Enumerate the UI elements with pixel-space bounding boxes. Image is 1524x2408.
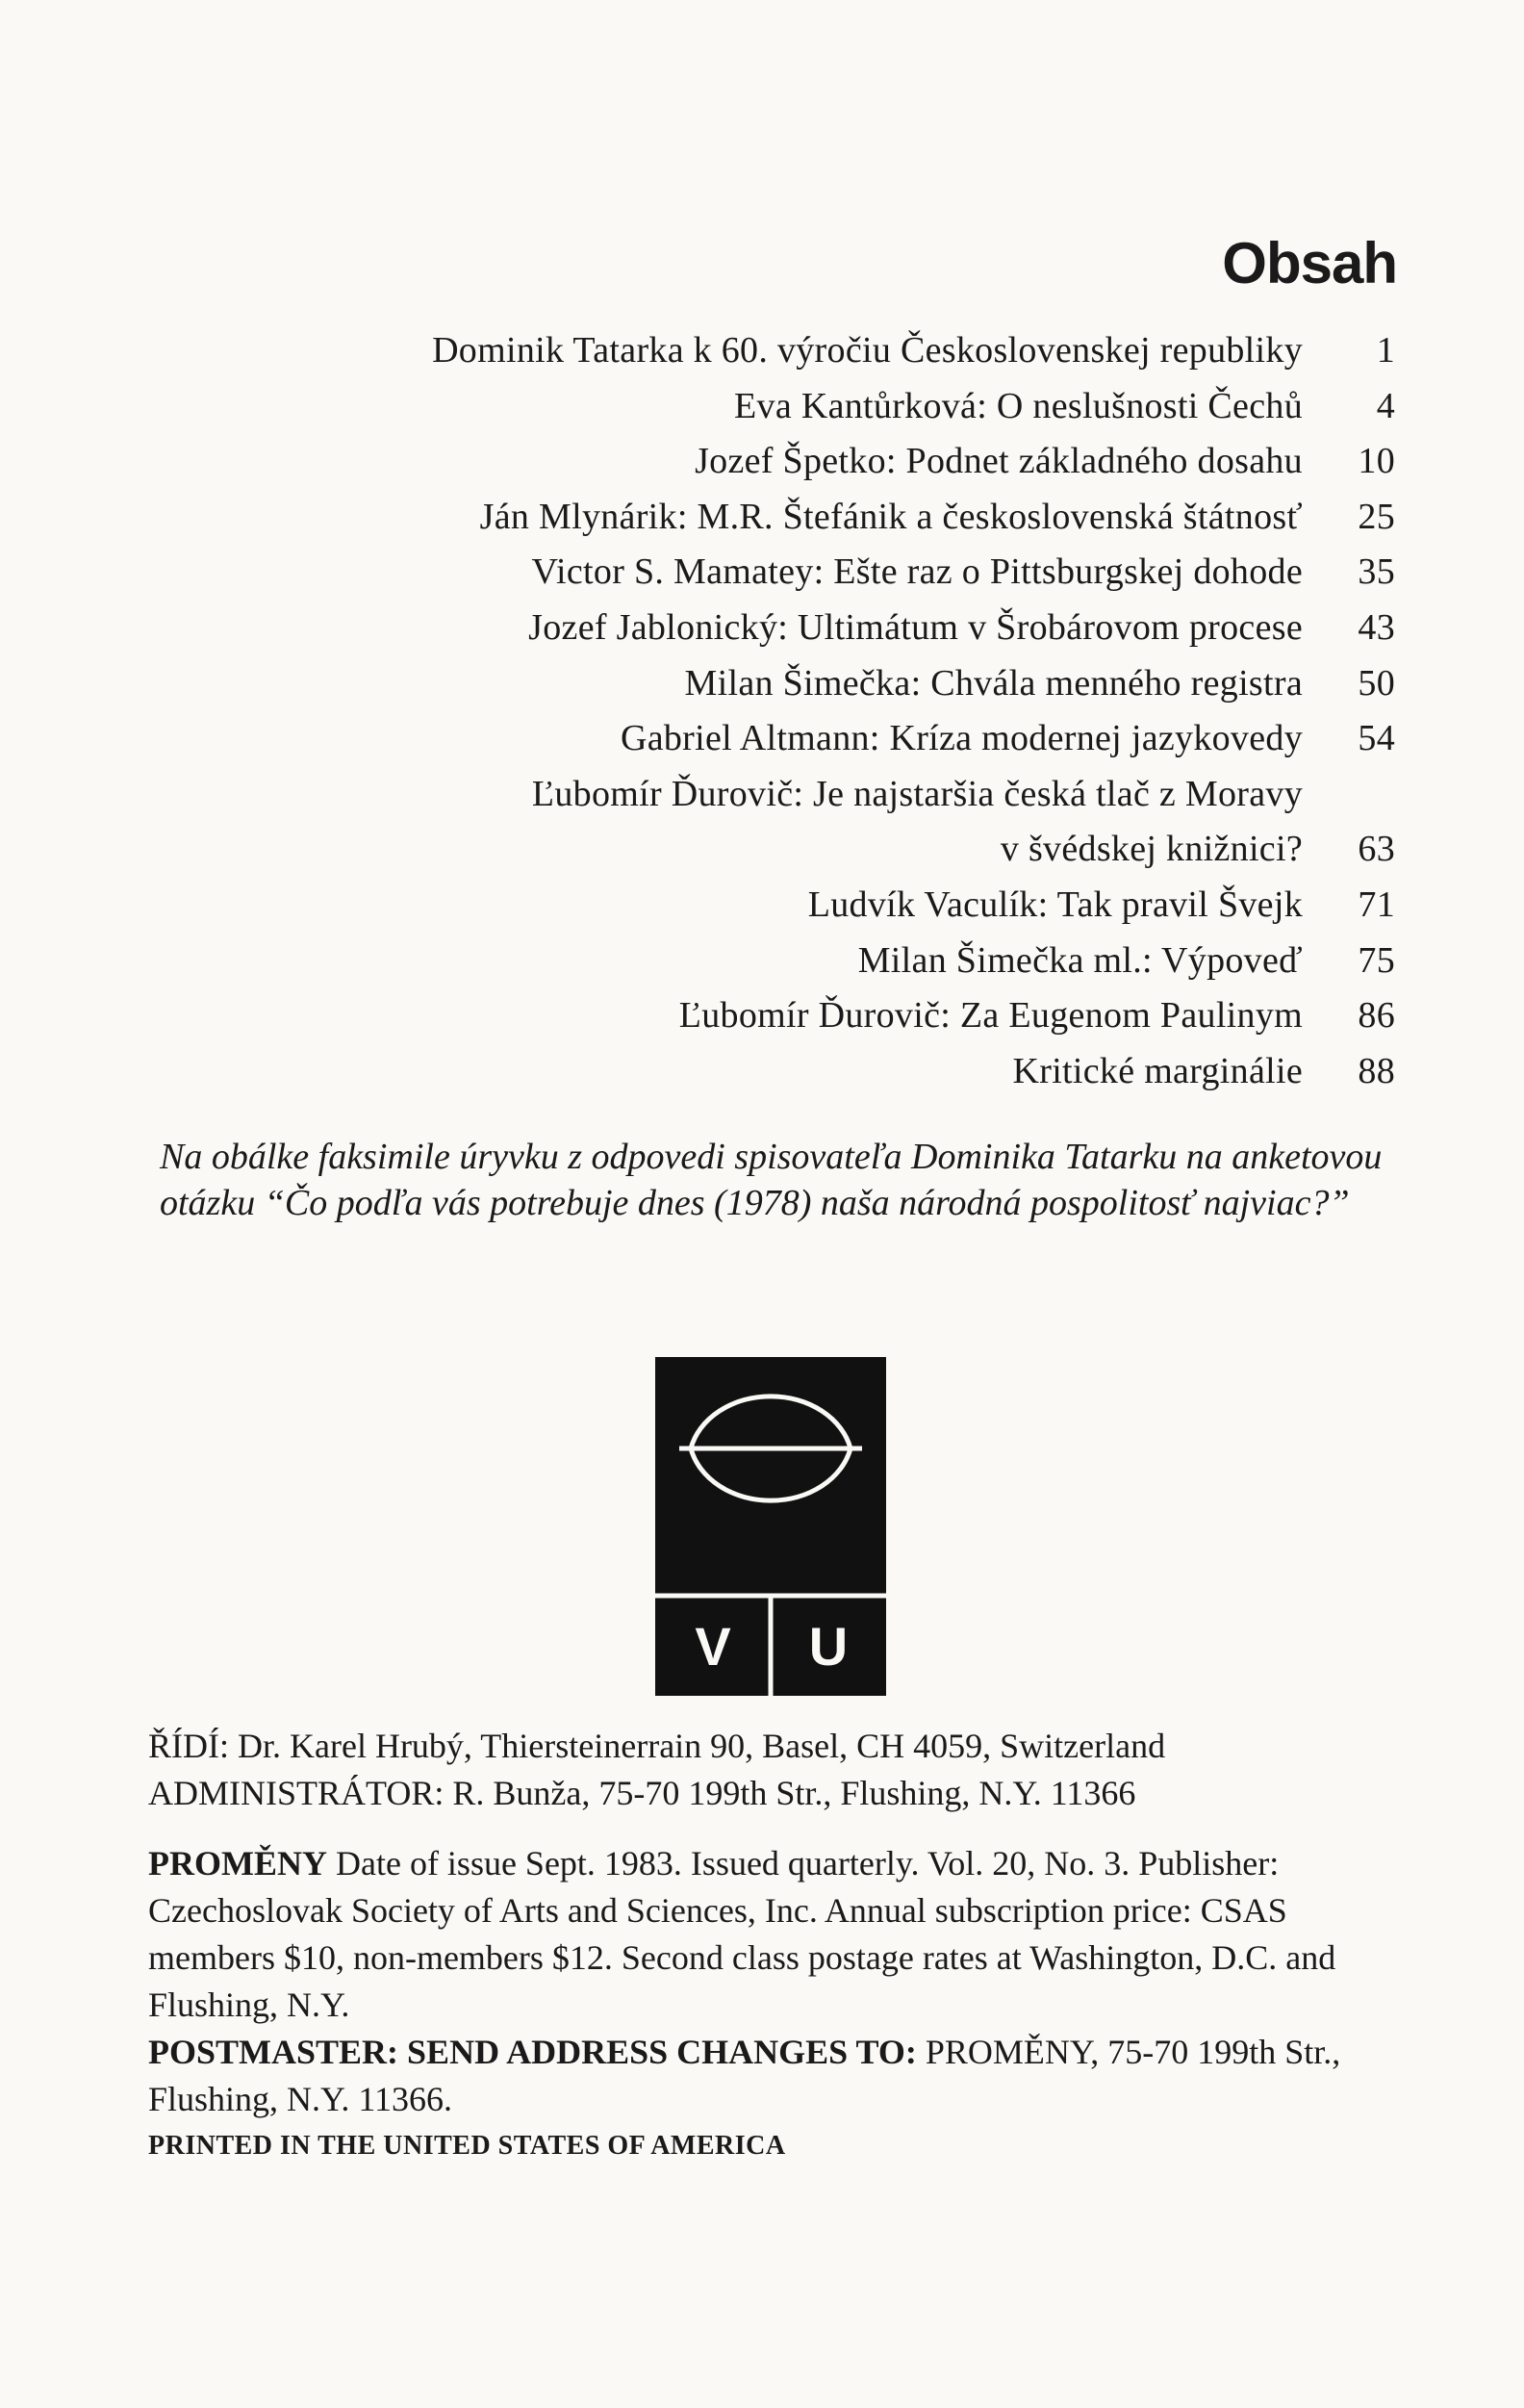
- publication-info: [148, 1840, 1399, 2123]
- postmaster-address: PROMĚNY, 75-70 199th Str., Flushing, N.Y. 11366.: [148, 2033, 1341, 2118]
- toc-entry: [154, 379, 1395, 435]
- toc-entry-page: 25: [1358, 496, 1395, 537]
- toc-entry-page: 35: [1358, 551, 1395, 593]
- toc-entry-title: Milan Šimečka ml.: Výpoveď: [857, 939, 1303, 981]
- toc-entry: [154, 1044, 1395, 1100]
- toc-entry-page: 43: [1358, 606, 1395, 648]
- toc-entry: [154, 988, 1395, 1044]
- editor-info: [148, 1723, 1399, 1817]
- toc-entry-page: 88: [1358, 1050, 1395, 1091]
- toc-entry-title: Ján Mlynárik: M.R. Štefánik a československá štátnosť: [479, 496, 1303, 537]
- toc-entry: [154, 656, 1395, 712]
- toc-entry: [154, 878, 1395, 934]
- toc-entry-title: Dominik Tatarka k 60. výročiu Československej republiky: [432, 330, 1303, 371]
- administrator-address: R. Bunža, 75-70 199th Str., Flushing, N.Y. 11366: [452, 1774, 1136, 1812]
- toc-entry: [154, 822, 1395, 878]
- editor-label: ŘÍDÍ:: [148, 1727, 229, 1765]
- toc-entry-title: Kritické marginálie: [1012, 1050, 1303, 1091]
- toc-entry-title: Eva Kantůrková: O neslušnosti Čechů: [734, 385, 1303, 426]
- toc-entry-title: Gabriel Altmann: Kríza modernej jazykovedy: [620, 718, 1303, 759]
- toc-entry: [154, 767, 1395, 823]
- table-of-contents: [154, 323, 1395, 1099]
- toc-entry-page: 86: [1358, 995, 1395, 1037]
- toc-entry: [154, 434, 1395, 490]
- toc-entry-title: Ludvík Vaculík: Tak pravil Švejk: [807, 884, 1303, 925]
- postmaster-label: POSTMASTER: SEND ADDRESS CHANGES TO:: [148, 2033, 917, 2071]
- toc-entry-page: 50: [1358, 662, 1395, 704]
- toc-entry: [154, 545, 1395, 601]
- logo-letter-v: V: [695, 1616, 731, 1677]
- toc-entry-page: 71: [1358, 884, 1395, 925]
- printed-notice: PRINTED IN THE UNITED STATES OF AMERICA: [148, 2131, 786, 2161]
- administrator-label: ADMINISTRÁTOR:: [148, 1774, 444, 1812]
- page-title: Obsah: [1222, 231, 1397, 295]
- toc-entry: [154, 601, 1395, 656]
- toc-entry: [154, 490, 1395, 546]
- toc-entry-title: Victor S. Mamatey: Ešte raz o Pittsburgskej dohode: [531, 551, 1303, 593]
- publication-name: PROMĚNY: [148, 1844, 327, 1883]
- toc-entry-page: 54: [1358, 718, 1395, 759]
- logo-letter-u: U: [808, 1616, 849, 1677]
- editor-address: Dr. Karel Hrubý, Thiersteinerrain 90, Basel, CH 4059, Switzerland: [238, 1727, 1166, 1765]
- toc-entry-title: Ľubomír Ďurovič: Je najstaršia česká tlač z Moravy: [531, 773, 1303, 814]
- toc-entry-title: v švédskej knižnici?: [1000, 829, 1303, 870]
- toc-entry-page: 10: [1358, 441, 1395, 482]
- toc-entry-page: 75: [1358, 939, 1395, 981]
- toc-entry: [154, 934, 1395, 989]
- toc-entry: [154, 711, 1395, 767]
- svu-logo-icon: [655, 1357, 886, 1696]
- toc-entry-title: Jozef Špetko: Podnet základného dosahu: [695, 441, 1303, 482]
- toc-entry-title: Ľubomír Ďurovič: Za Eugenom Paulinym: [678, 995, 1303, 1037]
- toc-entry-title: Milan Šimečka: Chvála menného registra: [684, 662, 1303, 704]
- cover-note: Na obálke faksimile úryvku z odpovedi spisovateľa Dominika Tatarku na anketovou otázku “Čo podľa vás potrebuje dnes (1978) naša národná pospolitosť najviac?”: [160, 1137, 1383, 1223]
- toc-entry-page: 63: [1358, 829, 1395, 870]
- toc-entry: [154, 323, 1395, 379]
- toc-entry-page: 4: [1376, 385, 1395, 426]
- toc-entry-page: 1: [1376, 330, 1395, 371]
- toc-entry-title: Jozef Jablonický: Ultimátum v Šrobárovom procese: [528, 606, 1303, 648]
- publication-details: Date of issue Sept. 1983. Issued quarterly. Vol. 20, No. 3. Publisher: Czechoslovak Society of Arts and Sciences, Inc. Annual subscription price: CSAS members $10, non-members $12. Second class postage rates at Washington, D.C. and Flushing, N.Y.: [148, 1844, 1336, 2024]
